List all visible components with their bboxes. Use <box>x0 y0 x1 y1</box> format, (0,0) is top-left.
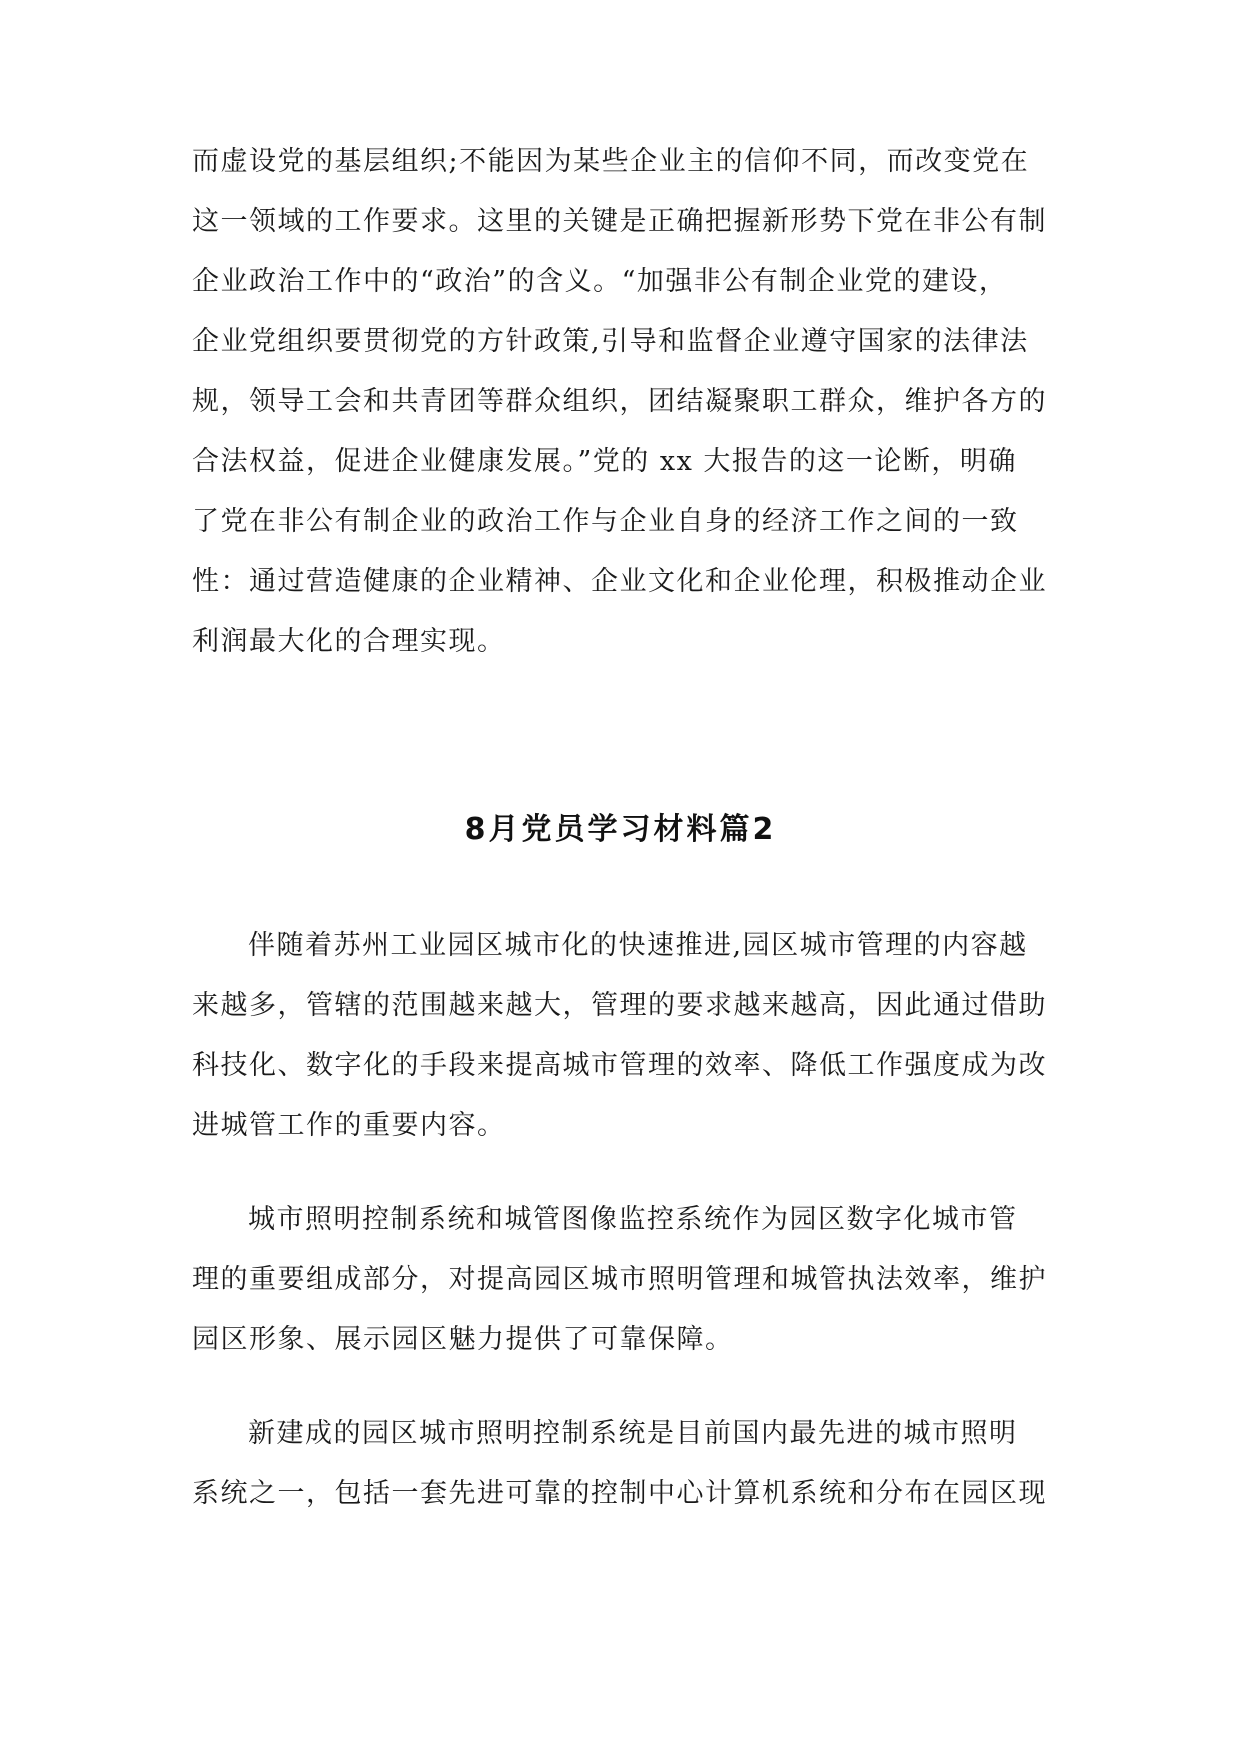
paragraph-1-line: 科技化、数字化的手段来提高城市管理的效率、降低工作强度成为改 <box>192 1050 1047 1081</box>
body-text-line: 企业政治工作中的“政治”的含义。“加强非公有制企业党的建设， <box>192 266 1008 297</box>
body-text-line: 而虚设党的基层组织;不能因为某些企业主的信仰不同，而改变党在 <box>192 146 1030 177</box>
body-text-line: 规，领导工会和共青团等群众组织，团结凝聚职工群众，维护各方的 <box>192 386 1047 417</box>
paragraph-1-line: 伴随着苏州工业园区城市化的快速推进,园区城市管理的内容越 <box>248 930 1028 961</box>
paragraph-1-line: 进城管工作的重要内容。 <box>192 1110 506 1141</box>
paragraph-3-line: 新建成的园区城市照明控制系统是目前国内最先进的城市照明 <box>248 1418 1018 1449</box>
body-text-line: 合法权益，促进企业健康发展。”党的 xx 大报告的这一论断，明确 <box>192 446 1017 477</box>
paragraph-3-line: 系统之一，包括一套先进可靠的控制中心计算机系统和分布在园区现 <box>192 1478 1047 1509</box>
body-text-line: 性：通过营造健康的企业精神、企业文化和企业伦理，积极推动企业 <box>192 566 1047 597</box>
paragraph-2-line: 园区形象、展示园区魅力提供了可靠保障。 <box>192 1324 734 1355</box>
section-heading: 8月党员学习材料篇2 <box>464 812 777 847</box>
body-text-line: 企业党组织要贯彻党的方针政策,引导和监督企业遵守国家的法律法 <box>192 326 1029 357</box>
paragraph-1-line: 来越多，管辖的范围越来越大，管理的要求越来越高，因此通过借助 <box>192 990 1047 1021</box>
paragraph-2-line: 城市照明控制系统和城管图像监控系统作为园区数字化城市管 <box>248 1204 1018 1235</box>
paragraph-2-line: 理的重要组成部分，对提高园区城市照明管理和城管执法效率，维护 <box>192 1264 1047 1295</box>
body-text-line: 了党在非公有制企业的政治工作与企业自身的经济工作之间的一致 <box>192 506 1019 537</box>
body-text-line: 这一领域的工作要求。这里的关键是正确把握新形势下党在非公有制 <box>192 206 1047 237</box>
body-text-line: 利润最大化的合理实现。 <box>192 626 506 657</box>
